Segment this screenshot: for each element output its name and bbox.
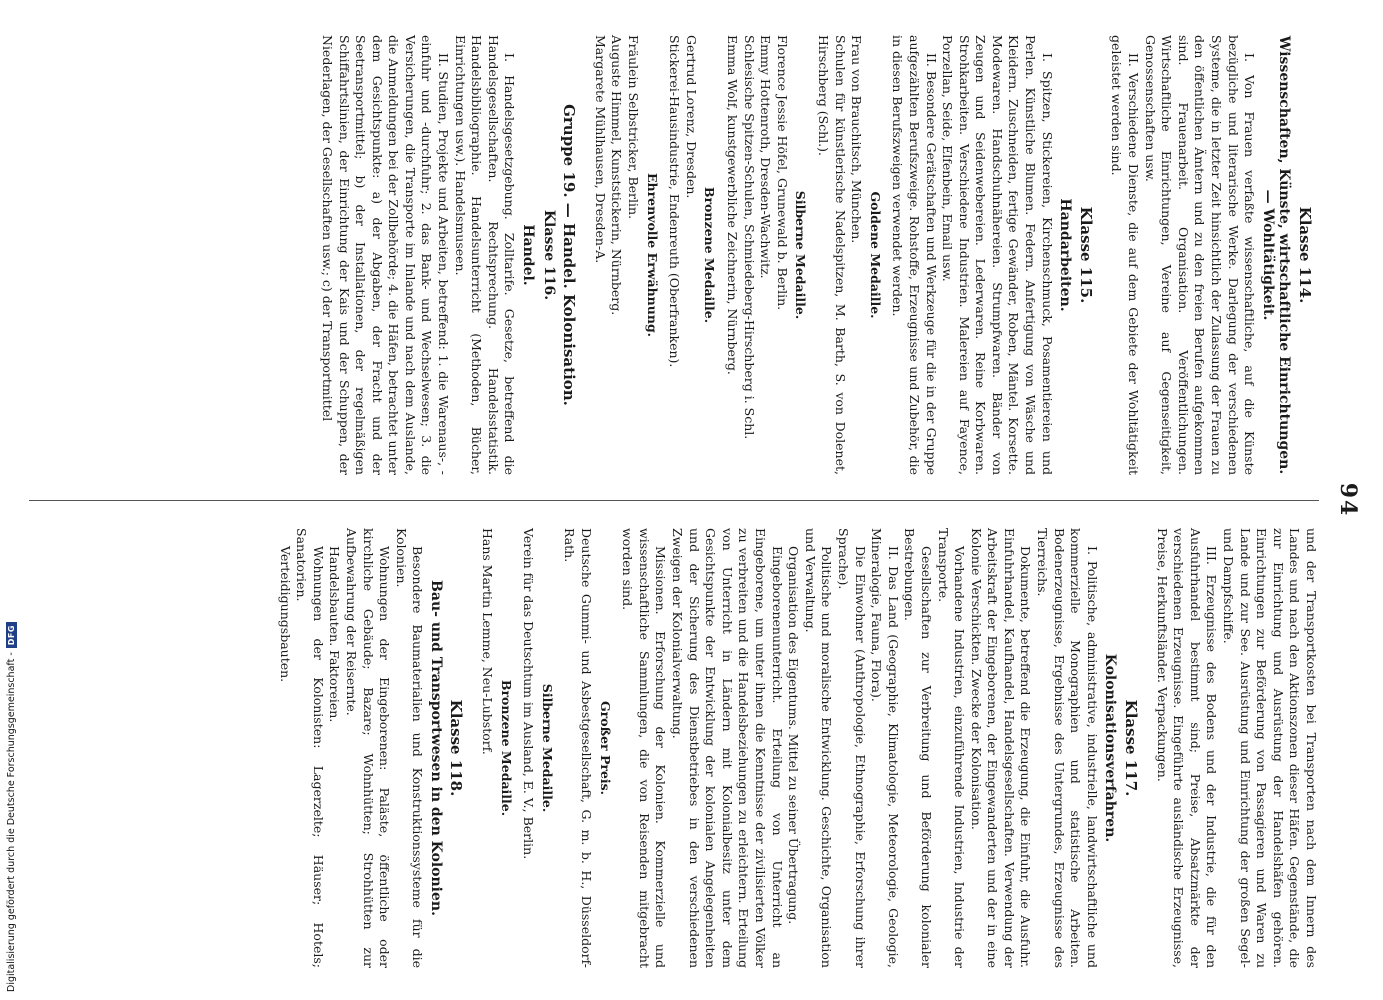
gruppe-19-title: Gruppe 19. — Handel. Kolonisation. [560, 104, 579, 406]
award-entry: Gertrud Lorenz, Dresden. [683, 35, 699, 199]
klasse-117-paragraph: Missionen. Erforschung der Kolonien. Kommerzielle und wissenschaftliche Sammlungen, die von Reisenden mitgebracht worden sind. [620, 528, 669, 968]
klasse-117-paragraph: I. Politische, administrative, industrielle, landwirtschaftliche und kommerzielle Monographien und statistische Arbeiten. Bodenerzeugnisse, Ergebnisse des Untergrundes, Erzeugnisse des Tierreichs. [1035, 528, 1100, 968]
award-entry: Auguste Himmel, Kunststickerin, Nürnberg. [609, 35, 625, 316]
dfg-logo-icon: DFG [6, 622, 17, 648]
silver-medal-heading: Silberne Medaille. [793, 190, 809, 320]
klasse-115-paragraph: II. Besondere Gerätschaften und Werkzeuge für die in der Gruppe aufgezählten Berufszweige. Rohstoffe, Erzeugnisse und Zubehör, die in diesen Berufszweigen verwendet werden. [890, 35, 939, 475]
klasse-114-paragraph: I. Von Frauen verfaßte wissenschaftliche, auf die Künste bezügliche und literarische Werke. Darlegung der verschiedenen Systeme, die in letzter Zeit hinsichtlich der Zulassung der Frauen zu den öffentlichen Ämtern und zu den freien Berufen aufgekommen sind. Frauenarbeit. Organisation. Veröffentlichungen. Wirtschaftliche Einrichtungen, Vereine auf Gegenseitigkeit, Genossenschaften usw. [1142, 35, 1258, 475]
klasse-118-paragraph: Handelsbauten. Faktoreien. [327, 546, 343, 723]
award-entry: Emma Wolf, kunstgewerbliche Zeichnerin, Nürnberg. [725, 35, 740, 375]
klasse-118-title: Klasse 118. [447, 699, 466, 797]
gold-medal-heading: Goldene Medaille. [867, 191, 883, 319]
bronze-medal-heading: Bronzene Medaille. [498, 679, 514, 817]
klasse-116-paragraph: II. Studien, Projekte und Arbeiten, betreffend: 1. die Warenaus-, -einfuhr und -durchfuhr; 2. das Bank- und Wechselwesen; 3. die Versicherungen, die Transporte im Inlande und nach dem Auslande, die Anmeldungen bei der Zollbehörde; 4. die Häfen, betrachtet unter dem Gesichtspunkte: a) der Abgaben, der Fracht und der Seetransportmittel; b) der Installationen, der regelmäßigen Schiffahrtslinien, der Einrichtung der Kais und der Schuppen, der Niederlagen, der Gesellschaften usw.; c) der Transportmittel [319, 35, 452, 475]
award-entry: Deutsche Gummi- und Asbestgesellschaft, G. m. b. H., Düsseldorf-Rath. [562, 528, 595, 968]
digitization-credit [6, 622, 17, 992]
klasse-117-title: Klasse 117. [1122, 699, 1141, 797]
klasse-115-subtitle: Handarbeiten. [1057, 198, 1074, 312]
column-divider [29, 500, 1319, 501]
klasse-116-paragraph: III. Erzeugnisse des Bodens und der Industrie, die für den Ausfuhrhandel bestimmt sind; Preise, Absatzmärkte der verschiedenen Erzeugnisse. Eingeführte ausländische Erzeugnisse, Preise, Herkunftsländer. Verpackungen. [1154, 528, 1220, 968]
klasse-118-paragraph: Verteidigungsbauten. [277, 546, 293, 683]
klasse-117-subtitle: Kolonisationsverfahren. [1102, 653, 1119, 843]
klasse-117-paragraph: II. Das Land (Geographie, Klimatologie, Meteorologie, Geologie, Mineralogie, Fauna, Flora). [869, 528, 901, 968]
klasse-117-paragraph: Eingeborenenunterricht. Erteilung von Unterricht an Eingeborene, um unter ihnen die Kenntnisse der zivilisierten Völker zu verbreiten und die Handelsbeziehungen zu erleichtern. Erteilung von Unterricht in Ländern mit Kolonialbesitz unter dem Gesichtspunkte der Entwicklung der kolonialen Angelegenheiten und der Sicherung des Dienstbetriebes in den verschiedenen Zweigen der Kolonialverwaltung. [670, 528, 785, 968]
klasse-116-subtitle: Handel. [520, 224, 537, 286]
award-entry: Frau von Brauchitsch, München. [849, 35, 865, 244]
klasse-117-paragraph: Vorhandene Industrien, einzuführende Industrien, Industrie der Transporte. [935, 528, 968, 968]
left-column [318, 35, 1319, 475]
silver-medal-heading: Silberne Medaille. [539, 683, 555, 813]
continued-paragraph: und der Transportkosten bei Transporten nach dem Innern des Landes und nach den Aktionszonen dieser Häfen. Gegenstände, die zur Einrichtung und Ausrüstung der Handelshäfen gehören. Einrichtungen zur Beförderung von Passagieren und Waren zu Lande und zur See. Ausrüstung und Einrichtung der großen Segel- und Dampfschiffe. [1221, 528, 1319, 968]
award-entry: Schlesische Spitzen-Schulen, Schmiedeberg-Hirschberg i. Schl. [741, 35, 757, 440]
klasse-117-paragraph: Organisation des Eigentums. Mittel zu seiner Übertragung. [786, 546, 802, 925]
klasse-117-paragraph: Politische und moralische Entwicklung. Geschichte, Organisation und Verwaltung. [802, 528, 835, 968]
klasse-114-paragraph: II. Verschiedene Dienste, die auf dem Gebiete der Wohltätigkeit geleistet werden sind. [1109, 35, 1142, 475]
klasse-116-title: Klasse 116. [540, 209, 557, 301]
honorable-mention-heading: Ehrenvolle Erwähnung. [644, 172, 660, 338]
award-entry: Verein für das Deutschtum im Ausland, E. V., Berlin. [521, 528, 537, 860]
grand-prize-heading: Großer Preis. [597, 700, 613, 796]
award-entry: Margarete Mühlhausen, Dresden-A. [592, 35, 608, 264]
klasse-114-title: Klasse 114. [1296, 206, 1314, 304]
klasse-117-paragraph: Dokumente, betreffend die Erzeugung, die Einfuhr, die Ausfuhr. Einfuhrhandel, Kaufhandel, Handelsgesellschaften. Verwendung der Arbeitskraft der Eingeborenen, der Eingewanderten und der in eine Kolonie Verschickten. Zwecke der Kolonisation. [968, 528, 1034, 968]
bronze-medal-heading: Bronzene Medaille. [702, 186, 718, 324]
page-number: 94 [1335, 482, 1361, 518]
klasse-116-paragraph: I. Handelsgesetzgebung. Zolltarife. Gesetze, betreffend die Handelsgesellschaften. Rechtsprechung. Handelsstatistik. Handelsbibliographie. Handelsunterricht (Methoden, Bücher, Einrichtungen usw.). Handelsmuseen. [452, 35, 518, 475]
right-column [276, 528, 1319, 968]
credit-text: Digitalisierung gefördert durch die Deutsche Forschungsgemeinschaft - [6, 652, 17, 992]
award-entry: Schulen für künstlerische Nadelspitzen, M. Barth, S. von Dolenet, Hirschberg (Schl.). [815, 35, 848, 475]
klasse-114-subtitle: Wissenschaften, Künste, wirtschaftliche Einrichtungen. — Wohltätigkeit. [1259, 35, 1293, 475]
award-entry: Stickerei-Hausindustrie, Endenreuth (Oberfranken). [667, 35, 683, 368]
klasse-115-paragraph: I. Spitzen, Stickereien, Kirchenschmuck, Posamentiereien und Perlen. Künstliche Blumen. Federn. Anfertigung von Wäsche und Kleidern. Zuschneiden, fertige Gewänder, Roben, Mäntel. Korsette. Modewaren. Handschuhnähereien. Strumpfwaren. Bänder von Zeugen und Seidenwebereien. Lederwaren. Reine Korbwaren. Strohkarbeiten. Verschiedene Industrien. Malereien auf Fayence, Porzellan, Seide, Elfenbein, Email usw. [940, 35, 1055, 475]
award-entry: Fräulein Selbstricker, Berlin. [626, 35, 642, 220]
award-entry: Emmy Hottenroth, Dresden-Wachwitz. [758, 35, 774, 279]
award-entry: Hans Martin Lemme, Neu-Lubstorf. [480, 528, 496, 755]
klasse-118-subtitle: Bau- und Transportwesen in den Kolonien. [427, 580, 444, 916]
klasse-118-paragraph: Wohnungen der Kolonisten: Lagerzelte; Häuser; Hotels; Sanatorien. [294, 528, 326, 968]
klasse-115-title: Klasse 115. [1076, 206, 1095, 304]
award-entry: Florence Jessie Höfel, Grunewald b. Berlin. [774, 35, 790, 311]
klasse-117-paragraph: Die Einwohner (Anthropologie, Ethnographie, Erforschung ihrer Sprache). [835, 528, 868, 968]
klasse-117-paragraph: Gesellschaften zur Verbreitung und Beförderung kolonialer Bestrebungen. [902, 528, 934, 968]
klasse-118-paragraph: Wohnungen der Eingeborenen: Paläste, öffentliche oder kirchliche Gebäude; Bazare; Wohnhütten; Strohhütten zur Aufbewahrung der Reisernte. [343, 528, 393, 968]
klasse-118-paragraph: Besondere Baumaterialien und Konstruktionssysteme für die Kolonien. [393, 528, 426, 968]
